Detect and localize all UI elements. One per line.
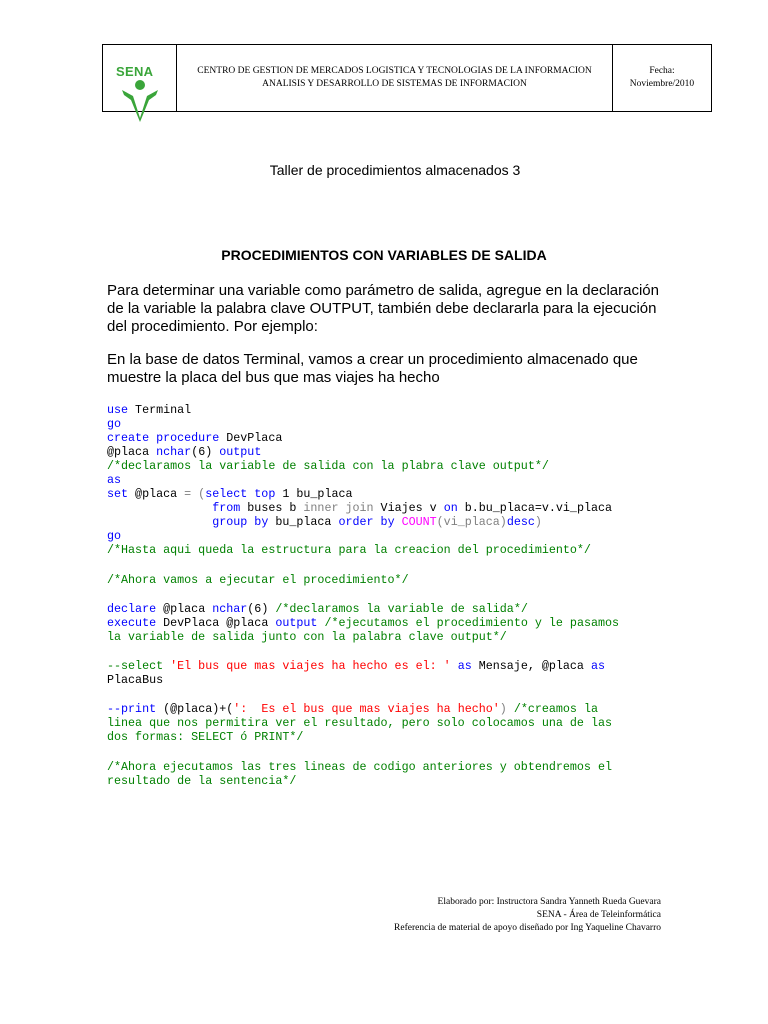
code-block-comment xyxy=(107,573,667,587)
code-comment: resultado de la sentencia*/ xyxy=(107,774,297,788)
code-text: (6) xyxy=(191,445,220,459)
code-string: ': Es el bus que mas viajes ha hecho' xyxy=(233,702,500,716)
document-footer xyxy=(300,896,661,935)
code-text: PlacaBus xyxy=(107,673,164,687)
code-keyword: nchar xyxy=(156,445,192,459)
code-comment: dos formas: SELECT ó PRINT*/ xyxy=(107,730,304,744)
date-value: Noviembre/2010 xyxy=(629,79,695,89)
code-block-create xyxy=(107,403,667,557)
code-text: Mensaje, @placa xyxy=(471,659,591,673)
code-text: buses b xyxy=(240,501,304,515)
code-text: bu_placa xyxy=(268,515,339,529)
code-keyword: go xyxy=(107,529,122,543)
code-keyword: as xyxy=(590,659,605,673)
code-block-execute xyxy=(107,602,667,644)
code-text xyxy=(451,659,458,673)
code-comment: /*creamos la xyxy=(513,702,598,716)
code-comment: /*ejecutamos el procedimiento y le pasamos xyxy=(324,616,620,630)
footer-reference: Referencia de material de apoyo diseñado por Ing Yaqueline Chavarro xyxy=(394,923,661,933)
code-keyword: on xyxy=(443,501,458,515)
code-text: DevPlaca @placa xyxy=(156,616,276,630)
code-comment: /*Hasta aqui queda la estructura para la creacion del procedimiento*/ xyxy=(107,543,591,557)
code-text: @placa xyxy=(128,487,185,501)
code-comment: /*declaramos la variable de salida con la plabra clave output*/ xyxy=(107,459,549,473)
code-keyword: go xyxy=(107,417,122,431)
code-text: DevPlaca xyxy=(219,431,283,445)
code-text: Terminal xyxy=(128,403,192,417)
code-keyword: as xyxy=(457,659,472,673)
header-title-line1: CENTRO DE GESTION DE MERCADOS LOGISTICA Y TECNOLOGIAS DE LA INFORMACION xyxy=(197,66,592,76)
code-block-select xyxy=(107,659,667,687)
code-text xyxy=(395,515,402,529)
sena-figure-icon xyxy=(120,78,160,122)
code-block-print xyxy=(107,702,667,744)
code-operator: ) xyxy=(534,515,542,529)
code-keyword: execute xyxy=(107,616,157,630)
code-keyword: use xyxy=(107,403,129,417)
code-operator: ) xyxy=(499,702,514,716)
code-text: b.bu_placa=v.vi_placa xyxy=(457,501,613,515)
code-function: COUNT xyxy=(401,515,437,529)
code-indent xyxy=(107,501,212,515)
paragraph-example: En la base de datos Terminal, vamos a crear un procedimiento almacenado que muestre la placa del bus que mas viajes ha hecho xyxy=(107,351,638,386)
date-label: Fecha: xyxy=(649,66,675,76)
document-header xyxy=(102,44,712,112)
code-comment: /*Ahora ejecutamos las tres lineas de codigo anteriores y obtendremos el xyxy=(107,760,612,774)
code-operator: = ( xyxy=(184,487,206,501)
code-text: (@placa)+( xyxy=(156,702,234,716)
code-text: @placa xyxy=(107,445,157,459)
code-indent xyxy=(107,515,212,529)
code-comment: linea que nos permitira ver el resultado, pero solo colocamos una de las xyxy=(107,716,612,730)
footer-author: Elaborado por: Instructora Sandra Yanneth Rueda Guevara xyxy=(437,897,661,907)
code-keyword: order by xyxy=(338,515,395,529)
code-keyword: select top xyxy=(205,487,276,501)
code-comment: /*Ahora vamos a ejecutar el procedimiento*/ xyxy=(107,573,409,587)
code-comment: /*declaramos la variable de salida*/ xyxy=(275,602,528,616)
code-keyword: output xyxy=(219,445,262,459)
header-title-line2: ANALISIS Y DESARROLLO DE SISTEMAS DE INFORMACION xyxy=(262,79,527,89)
sena-logo xyxy=(103,45,177,111)
section-title: PROCEDIMIENTOS CON VARIABLES DE SALIDA xyxy=(221,247,547,263)
code-comment: --print xyxy=(107,702,157,716)
code-comment: --select xyxy=(107,659,171,673)
paragraph-intro: Para determinar una variable como parámetro de salida, agregue en la declaración de la variable la palabra clave OUTPUT, también debe declararla para la ejecución del procedimiento. Por ejemplo: xyxy=(107,282,659,335)
code-keyword: group by xyxy=(212,515,269,529)
code-keyword: as xyxy=(107,473,122,487)
code-operator: (vi_placa) xyxy=(436,515,507,529)
code-text: Viajes v xyxy=(373,501,444,515)
code-keyword: set xyxy=(107,487,129,501)
code-block-final-comment xyxy=(107,760,667,788)
code-keyword: declare xyxy=(107,602,157,616)
footer-area: SENA - Área de Teleinformática xyxy=(536,910,661,920)
code-string: 'El bus que mas viajes ha hecho es el: ' xyxy=(170,659,451,673)
code-keyword: from xyxy=(212,501,241,515)
code-keyword: create procedure xyxy=(107,431,220,445)
code-keyword: output xyxy=(275,616,318,630)
header-title xyxy=(177,45,613,111)
logo-text: SENA xyxy=(116,64,154,79)
code-text: 1 bu_placa xyxy=(275,487,353,501)
code-keyword: desc xyxy=(506,515,535,529)
code-text: @placa xyxy=(156,602,213,616)
code-comment: la variable de salida junto con la palabra clave output*/ xyxy=(107,630,507,644)
code-keyword: nchar xyxy=(212,602,248,616)
document-title: Taller de procedimientos almacenados 3 xyxy=(269,162,521,178)
header-date xyxy=(613,45,711,111)
code-text: (6) xyxy=(247,602,276,616)
code-operator: inner join xyxy=(303,501,374,515)
